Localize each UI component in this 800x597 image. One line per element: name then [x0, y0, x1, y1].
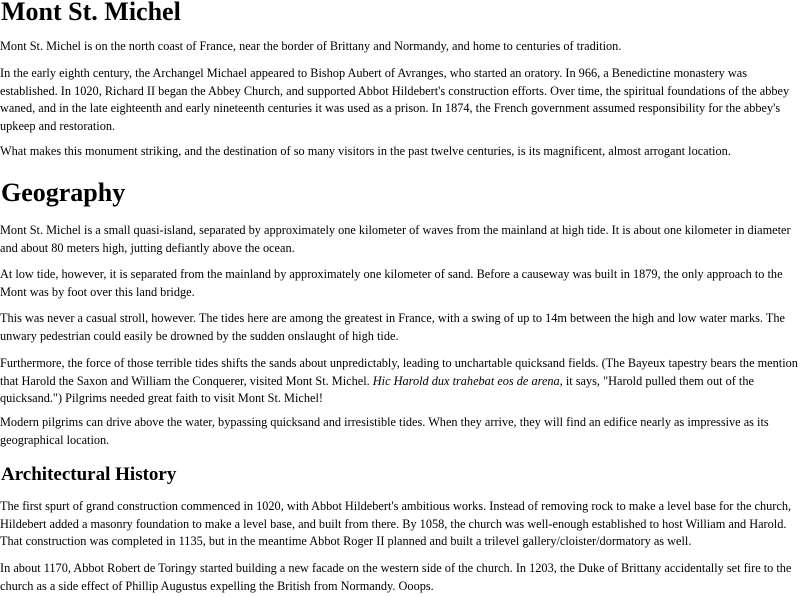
page-title: Mont St. Michel: [1, 0, 181, 26]
architecture-paragraph-2: In about 1170, Abbot Robert de Toringy started building a new facade on the western side of the church. In 1203, the Duke of Brittany accidentally set fire to the church as a side effect of Phillip Augustus expelling the British from Normandy. Ooops.: [0, 561, 792, 593]
geography-paragraph-4-text-end: , it says, "Harold pulled them out of the quicksand.") Pilgrims needed great faith to visit Mont St. Michel!: [0, 373, 754, 405]
architectural-history-heading: Architectural History: [1, 464, 177, 485]
intro-paragraph-2: In the early eighth century, the Archangel Michael appeared to Bishop Aubert of Avranges, who started an oratory. In 966, a Benedictine monastery was established. In 1020, Richard II began the Abbey Church, and supported Abbot Hildebert's construction efforts. Over time, the spiritual foundations of the abbey waned, and in the late eighteenth and early nineteenth centuries it was used as a prison. In 1874, the French government assumed responsibility for the abbey's upkeep and restoration.: [0, 66, 790, 133]
geography-heading: Geography: [1, 178, 126, 207]
architecture-paragraph-1: The first spurt of grand construction commenced in 1020, with Abbot Hildebert's ambitious works. Instead of removing rock to make a level base for the church, Hildebert added a masonry foundation to make a level base, and built from there. By 1058, the church was well-enough established to host William and Harold. That construction was completed in 1135, but in the meantime Abbot Roger II planned and built a trilevel gallery/cloister/dormatory as well.: [0, 499, 792, 548]
geography-paragraph-4-text-start: Furthermore, the force of those terrible tides shifts the sands about unpredictably, leading to unchartable quicksand fields. (The Bayeux tapestry bears the mention that Harold the Saxon and William the Conquerer, visited Mont St. Michel.: [0, 356, 798, 388]
intro-paragraph-1: Mont St. Michel is on the north coast of France, near the border of Brittany and Normandy, and home to centuries of tradition.: [0, 39, 622, 53]
intro-paragraph-3: What makes this monument striking, and the destination of so many visitors in the past twelve centuries, is its magnificent, almost arrogant location.: [0, 144, 731, 158]
geography-paragraph-3: This was never a casual stroll, however. The tides here are among the greatest in France, with a swing of up to 14m between the high and low water marks. The unwary pedestrian could easily be drowned by the sudden onslaught of high tide.: [0, 311, 785, 343]
geography-paragraph-4: [0, 355, 800, 408]
latin-quote: Hic Harold dux trahebat eos de arena: [372, 373, 560, 388]
geography-paragraph-2: At low tide, however, it is separated from the mainland by approximately one kilometer of sand. Before a causeway was built in 1879, the only approach to the Mont was by foot over this land bridge.: [0, 267, 783, 299]
geography-paragraph-5: Modern pilgrims can drive above the water, bypassing quicksand and irresistible tides. When they arrive, they will find an edifice nearly as impressive as its geographical location.: [0, 415, 769, 447]
geography-paragraph-1: Mont St. Michel is a small quasi-island, separated by approximately one kilometer of waves from the mainland at high tide. It is about one kilometer in diameter and about 80 meters high, jutting defiantly above the ocean.: [0, 223, 791, 255]
